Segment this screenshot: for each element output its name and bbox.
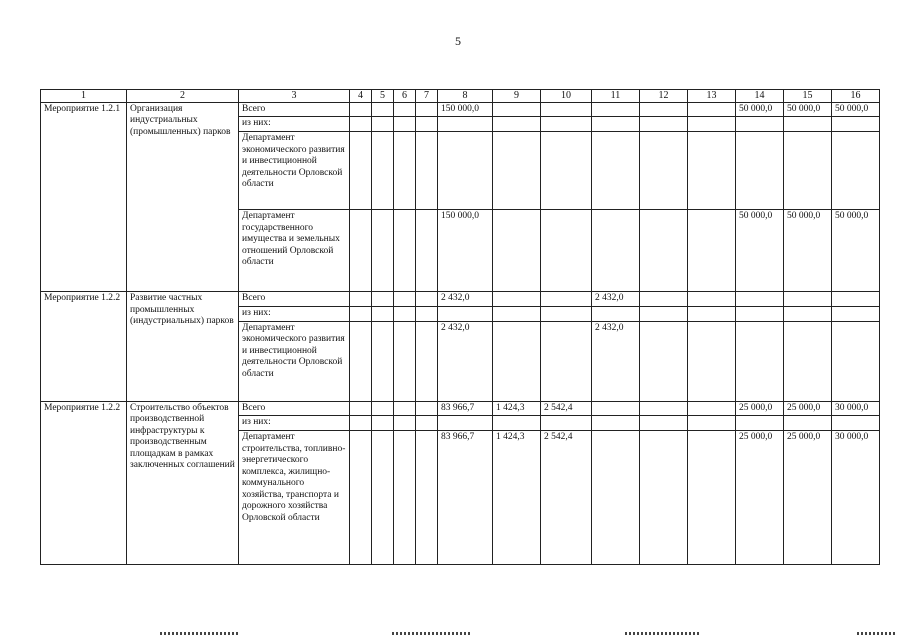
value-cell [350, 416, 372, 431]
value-cell: 2 542,4 [541, 401, 592, 416]
value-cell [416, 401, 438, 416]
value-cell [372, 431, 394, 565]
value-cell [493, 292, 541, 307]
value-cell [688, 210, 736, 292]
value-cell [416, 132, 438, 210]
value-cell [688, 431, 736, 565]
value-cell [394, 416, 416, 431]
value-cell [416, 416, 438, 431]
value-cell [640, 321, 688, 401]
value-cell [350, 132, 372, 210]
value-cell [688, 117, 736, 132]
value-cell [736, 117, 784, 132]
measure-code: Мероприятие 1.2.2 [41, 292, 127, 402]
value-cell: 50 000,0 [736, 102, 784, 117]
value-cell [784, 117, 832, 132]
value-cell [372, 306, 394, 321]
value-cell [416, 117, 438, 132]
budget-table [40, 89, 880, 565]
value-cell [736, 416, 784, 431]
value-cell [688, 306, 736, 321]
value-cell [784, 321, 832, 401]
funding-source-label: Всего [239, 292, 350, 307]
scan-artifacts [0, 626, 905, 640]
value-cell [541, 132, 592, 210]
value-cell [493, 102, 541, 117]
value-cell [640, 210, 688, 292]
value-cell [372, 401, 394, 416]
value-cell [541, 321, 592, 401]
value-cell [493, 132, 541, 210]
value-cell [784, 306, 832, 321]
measure-code: Мероприятие 1.2.2 [41, 401, 127, 565]
column-header: 12 [640, 90, 688, 103]
funding-source-label: Всего [239, 102, 350, 117]
value-cell [394, 292, 416, 307]
value-cell [372, 416, 394, 431]
value-cell: 25 000,0 [736, 431, 784, 565]
column-header: 3 [239, 90, 350, 103]
value-cell: 1 424,3 [493, 401, 541, 416]
page-number: 5 [455, 34, 461, 48]
value-cell [688, 416, 736, 431]
value-cell [832, 132, 880, 210]
value-cell [592, 132, 640, 210]
value-cell [493, 117, 541, 132]
value-cell [394, 117, 416, 132]
value-cell [541, 292, 592, 307]
value-cell [372, 102, 394, 117]
value-cell [350, 401, 372, 416]
value-cell [640, 416, 688, 431]
funding-source-label: Департамент государственного имущества и земельных отношений Орловской области [239, 210, 350, 292]
value-cell [416, 102, 438, 117]
value-cell [592, 416, 640, 431]
value-cell: 2 432,0 [438, 292, 493, 307]
funding-source-label: из них: [239, 306, 350, 321]
value-cell [416, 431, 438, 565]
funding-source-label: Департамент экономического развития и инвестиционной деятельности Орловской области [239, 321, 350, 401]
value-cell [541, 210, 592, 292]
value-cell: 2 432,0 [592, 292, 640, 307]
value-cell [372, 292, 394, 307]
value-cell [350, 117, 372, 132]
value-cell [541, 117, 592, 132]
value-cell: 50 000,0 [832, 210, 880, 292]
funding-source-label: Департамент строительства, топливно-энергетического комплекса, жилищно-коммунального хозяйства, транспорта и дорожного хозяйства Орловской области [239, 431, 350, 565]
value-cell [493, 416, 541, 431]
value-cell [736, 132, 784, 210]
value-cell: 2 432,0 [438, 321, 493, 401]
value-cell [350, 321, 372, 401]
value-cell [784, 132, 832, 210]
column-header: 16 [832, 90, 880, 103]
measure-code: Мероприятие 1.2.1 [41, 102, 127, 292]
value-cell: 150 000,0 [438, 210, 493, 292]
value-cell: 83 966,7 [438, 401, 493, 416]
value-cell: 50 000,0 [832, 102, 880, 117]
column-header: 8 [438, 90, 493, 103]
value-cell [394, 306, 416, 321]
value-cell [416, 210, 438, 292]
measure-name: Развитие частных промышленных (индустриальных) парков [127, 292, 239, 402]
column-header: 1 [41, 90, 127, 103]
value-cell [438, 306, 493, 321]
value-cell [688, 292, 736, 307]
value-cell [592, 401, 640, 416]
value-cell [688, 321, 736, 401]
column-header: 13 [688, 90, 736, 103]
value-cell [350, 292, 372, 307]
value-cell [592, 102, 640, 117]
column-header: 10 [541, 90, 592, 103]
value-cell [640, 117, 688, 132]
value-cell [438, 416, 493, 431]
value-cell [832, 117, 880, 132]
value-cell [493, 321, 541, 401]
value-cell [372, 117, 394, 132]
value-cell [784, 416, 832, 431]
column-header: 11 [592, 90, 640, 103]
value-cell [640, 102, 688, 117]
funding-source-label: из них: [239, 117, 350, 132]
measure-name: Организация индустриальных (промышленных) парков [127, 102, 239, 292]
value-cell: 50 000,0 [784, 210, 832, 292]
value-cell [416, 306, 438, 321]
column-header: 9 [493, 90, 541, 103]
column-header: 2 [127, 90, 239, 103]
funding-source-label: Департамент экономического развития и инвестиционной деятельности Орловской области [239, 132, 350, 210]
column-header: 6 [394, 90, 416, 103]
value-cell [372, 210, 394, 292]
table-row [41, 102, 880, 117]
value-cell [832, 321, 880, 401]
value-cell [394, 401, 416, 416]
column-header: 7 [416, 90, 438, 103]
table-row [41, 292, 880, 307]
value-cell [350, 431, 372, 565]
value-cell: 1 424,3 [493, 431, 541, 565]
value-cell [372, 321, 394, 401]
value-cell: 150 000,0 [438, 102, 493, 117]
value-cell [394, 210, 416, 292]
value-cell [350, 210, 372, 292]
measure-name: Строительство объектов производственной инфраструктуры к производственным площадкам в рамках заключенных соглашений [127, 401, 239, 565]
value-cell [394, 102, 416, 117]
value-cell [832, 306, 880, 321]
value-cell [416, 321, 438, 401]
value-cell [640, 306, 688, 321]
value-cell [832, 292, 880, 307]
value-cell [372, 132, 394, 210]
value-cell [541, 306, 592, 321]
value-cell [438, 117, 493, 132]
funding-source-label: из них: [239, 416, 350, 431]
value-cell [640, 431, 688, 565]
value-cell [541, 102, 592, 117]
funding-source-label: Всего [239, 401, 350, 416]
value-cell [592, 210, 640, 292]
value-cell: 50 000,0 [736, 210, 784, 292]
value-cell: 25 000,0 [736, 401, 784, 416]
value-cell [592, 117, 640, 132]
value-cell [394, 132, 416, 210]
column-header: 14 [736, 90, 784, 103]
value-cell [736, 306, 784, 321]
value-cell [350, 102, 372, 117]
value-cell [640, 401, 688, 416]
value-cell [688, 401, 736, 416]
value-cell [640, 132, 688, 210]
value-cell [493, 306, 541, 321]
value-cell: 25 000,0 [784, 431, 832, 565]
table-row [41, 401, 880, 416]
value-cell: 2 542,4 [541, 431, 592, 565]
value-cell [736, 292, 784, 307]
column-header: 15 [784, 90, 832, 103]
value-cell [688, 102, 736, 117]
value-cell [592, 306, 640, 321]
value-cell [394, 321, 416, 401]
value-cell [438, 132, 493, 210]
value-cell: 25 000,0 [784, 401, 832, 416]
value-cell [493, 210, 541, 292]
value-cell: 30 000,0 [832, 401, 880, 416]
value-cell [640, 292, 688, 307]
value-cell [541, 416, 592, 431]
column-header: 4 [350, 90, 372, 103]
value-cell [688, 132, 736, 210]
value-cell [736, 321, 784, 401]
header-row [41, 90, 880, 103]
value-cell [416, 292, 438, 307]
value-cell: 83 966,7 [438, 431, 493, 565]
value-cell: 2 432,0 [592, 321, 640, 401]
value-cell: 50 000,0 [784, 102, 832, 117]
value-cell [592, 431, 640, 565]
column-header: 5 [372, 90, 394, 103]
value-cell: 30 000,0 [832, 431, 880, 565]
value-cell [394, 431, 416, 565]
value-cell [350, 306, 372, 321]
value-cell [832, 416, 880, 431]
value-cell [784, 292, 832, 307]
